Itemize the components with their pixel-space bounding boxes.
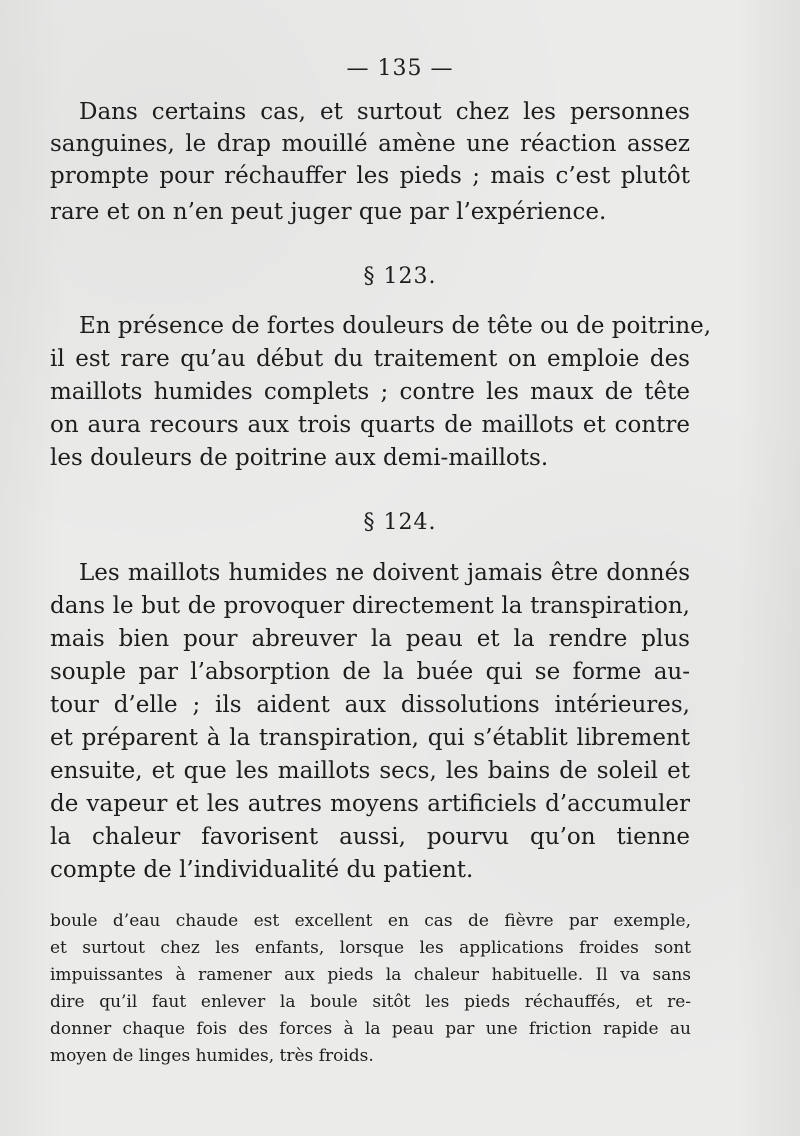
footnote-line-2: et surtout chez les enfants, lorsque les applications froides sont [50, 938, 691, 958]
paragraph-1-line-3: prompte pour réchauffer les pieds ; mais c’est plutôt [50, 163, 690, 189]
footnote-line-4: dire qu’il faut enlever la boule sitôt les pieds réchauffés, et re- [50, 992, 691, 1012]
paragraph-2-line-1: En présence de fortes douleurs de tête ou de poitrine, [79, 313, 712, 339]
footnote-line-1: boule d’eau chaude est excellent en cas de fièvre par exemple, [50, 911, 691, 931]
section-heading-124: § 124. [363, 510, 437, 535]
paragraph-3-line-9: la chaleur favorisent aussi, pourvu qu’on tienne [50, 824, 690, 850]
paragraph-3-line-3: mais bien pour abreuver la peau et la rendre plus [50, 626, 690, 652]
paragraph-2-line-3: maillots humides complets ; contre les maux de tête [50, 379, 690, 405]
paragraph-3-line-2: dans le but de provoquer directement la transpiration, [50, 593, 690, 619]
paragraph-3-line-4: souple par l’absorption de la buée qui se forme au- [50, 659, 690, 685]
paragraph-3-line-6: et préparent à la transpiration, qui s’établit librement [50, 725, 690, 751]
footnote-line-6: moyen de linges humides, très froids. [50, 1046, 374, 1066]
paragraph-3-line-10: compte de l’individualité du patient. [50, 857, 474, 883]
paragraph-3-line-5: tour d’elle ; ils aident aux dissolutions intérieures, [50, 692, 690, 718]
paragraph-2-line-2: il est rare qu’au début du traitement on emploie des [50, 346, 690, 372]
paragraph-3-line-8: de vapeur et les autres moyens artificiels d’accumuler [50, 791, 690, 817]
paragraph-1-line-4: rare et on n’en peut juger que par l’expérience. [50, 199, 607, 225]
footnote-line-5: donner chaque fois des forces à la peau par une friction rapide au [50, 1019, 691, 1039]
paragraph-1-line-1: Dans certains cas, et surtout chez les personnes [79, 99, 690, 125]
paragraph-1-line-2: sanguines, le drap mouillé amène une réaction assez [50, 131, 690, 157]
paragraph-3-line-1: Les maillots humides ne doivent jamais être donnés [79, 560, 690, 586]
page-number: — 135 — [346, 56, 454, 81]
paragraph-2-line-5: les douleurs de poitrine aux demi-maillots. [50, 445, 549, 471]
footnote-line-3: impuissantes à ramener aux pieds la chaleur habituelle. Il va sans [50, 965, 691, 985]
paragraph-3-line-7: ensuite, et que les maillots secs, les bains de soleil et [50, 758, 690, 784]
paragraph-2-line-4: on aura recours aux trois quarts de maillots et contre [50, 412, 690, 438]
section-heading-123: § 123. [363, 264, 437, 289]
